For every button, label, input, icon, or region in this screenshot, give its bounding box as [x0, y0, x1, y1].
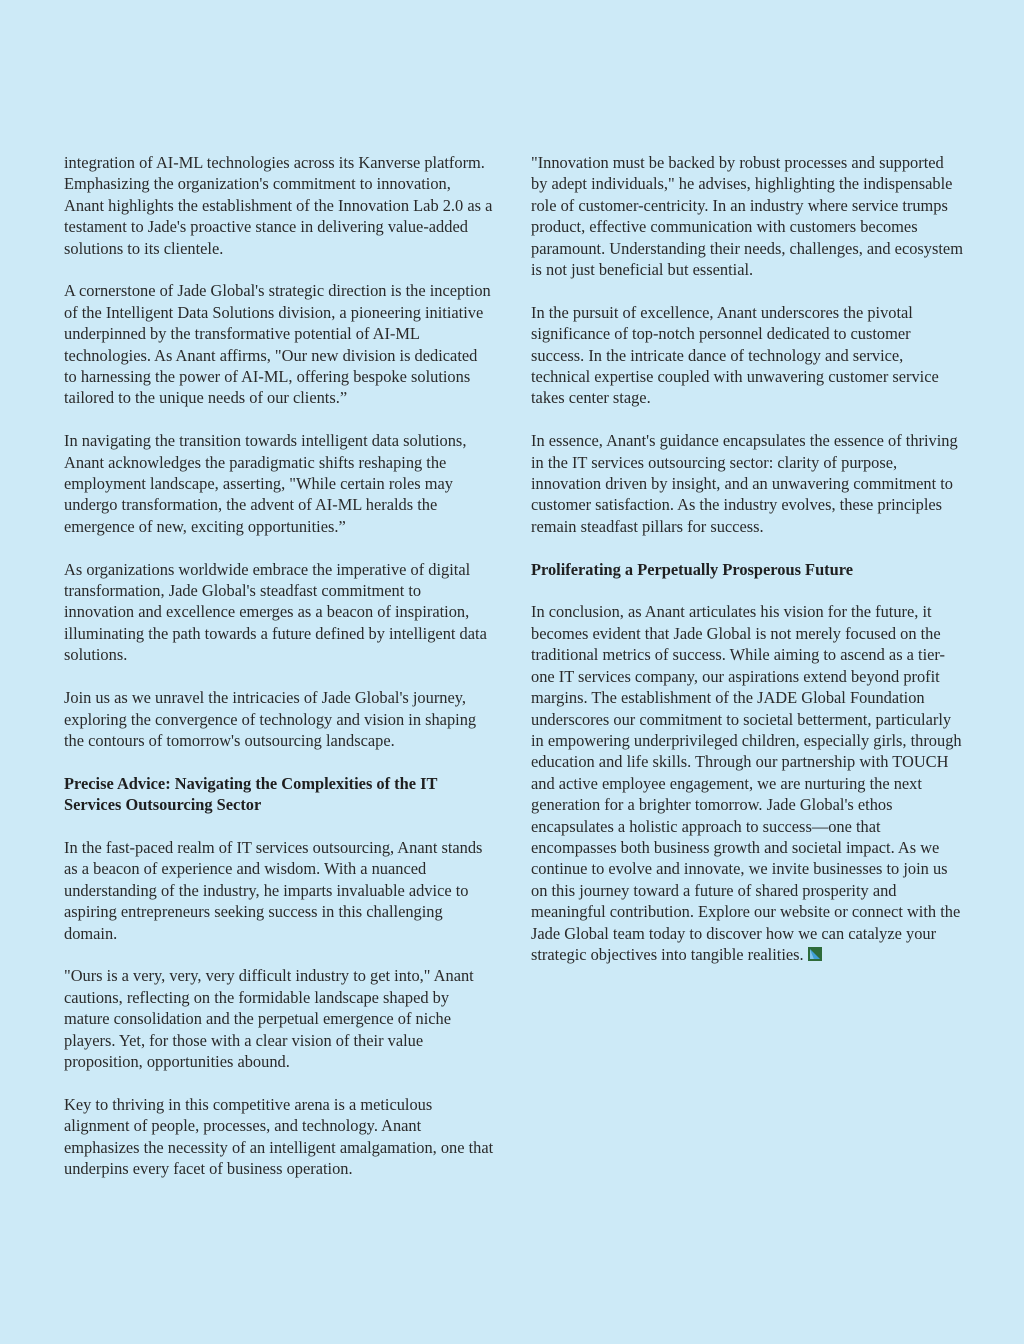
paragraph-intelligent-data-division: A cornerstone of Jade Global's strategic direction is the inception of the Intelligent Data Solutions division, a pioneering initiative underpinned by the transformative potential of AI-ML technologies. As Anant affirms, "Our new division is dedicated to harnessing the power of AI-ML, offering bespoke solutions tailored to the unique needs of our clients.”	[64, 281, 491, 408]
paragraph-conclusion-wrapper	[531, 601, 963, 965]
paragraph-join-us: Join us as we unravel the intricacies of Jade Global's journey, exploring the convergence of technology and vision in shaping the contours of tomorrow's outsourcing landscape.	[64, 688, 477, 750]
paragraph-key-to-thriving: Key to thriving in this competitive arena is a meticulous alignment of people, processes, and technology. Anant emphasizes the necessity of an intelligent amalgamation, one that underpins every facet of business operation.	[64, 1094, 494, 1178]
paragraph-transition: In navigating the transition towards intelligent data solutions, Anant acknowledges the paradigmatic shifts reshaping the employment landscape, asserting, "While certain roles may undergo transformation, the advent of AI-ML heralds the emergence of new, exciting opportunities.”	[64, 431, 467, 536]
paragraph-innovation-quote: "Innovation must be backed by robust processes and supported by adept individuals," he advises, highlighting the indispensable role of customer-centricity. In an industry where service trumps product, effective communication with customers becomes paramount. Understanding their needs, challenges, and ecosystem is not just beneficial but essential.	[531, 153, 963, 280]
paragraph-difficult-industry: "Ours is a very, very, very difficult industry to get into," Anant cautions, reflecting on the formidable landscape shaped by mature consolidation and the perpetual emergence of niche players. Yet, for those with a clear vision of their value proposition, opportunities abound.	[64, 966, 474, 1071]
paragraph-in-essence: In essence, Anant's guidance encapsulates the essence of thriving in the IT services outsourcing sector: clarity of purpose, innovation driven by insight, and an unwavering commitment to customer satisfaction. As the industry evolves, these principles remain steadfast pillars for success.	[531, 431, 958, 536]
right-column	[531, 152, 963, 987]
left-column	[64, 152, 494, 1201]
paragraph-kanverse: integration of AI-ML technologies across its Kanverse platform. Emphasizing the organization's commitment to innovation, Anant highlights the establishment of the Innovation Lab 2.0 as a testament to Jade's proactive stance in delivering value-added solutions to its clientele.	[64, 153, 493, 258]
paragraph-pursuit-of-excellence: In the pursuit of excellence, Anant underscores the pivotal significance of top-notch personnel dedicated to customer success. In the intricate dance of technology and service, technical expertise coupled with unwavering customer service takes center stage.	[531, 302, 939, 408]
jade-logo-icon	[808, 945, 822, 959]
section-heading-prosperous-future: Proliferating a Perpetually Prosperous Future	[531, 559, 854, 579]
paragraph-digital-transformation: As organizations worldwide embrace the imperative of digital transformation, Jade Global's steadfast commitment to innovation and excellence emerges as a beacon of inspiration, illuminating the path towards a future defined by intelligent data solutions.	[64, 559, 487, 665]
section-heading-precise-advice: Precise Advice: Navigating the Complexities of the IT Services Outsourcing Sector	[64, 773, 438, 815]
paragraph-conclusion: In conclusion, as Anant articulates his vision for the future, it becomes evident that Jade Global is not merely focused on the traditional metrics of success. While aiming to ascend as a tier-one IT services company, our aspirations extend beyond profit margins. The establishment of the JADE Global Foundation underscores our commitment to societal betterment, particularly in empowering underprivileged children, especially girls, through education and life skills. Through our partnership with TOUCH and active employee engagement, we are nurturing the next generation for a brighter tomorrow. Jade Global's ethos encapsulates a holistic approach to success—one that encompasses both business growth and societal impact. As we continue to evolve and innovate, we invite businesses to join us on this journey toward a future of shared prosperity and meaningful contribution. Explore our website or connect with the Jade Global team today to discover how we can catalyze your strategic objectives into tangible realities.	[531, 602, 962, 964]
paragraph-fast-paced-realm: In the fast-paced realm of IT services outsourcing, Anant stands as a beacon of experience and wisdom. With a nuanced understanding of the industry, he imparts invaluable advice to aspiring entrepreneurs seeking success in this challenging domain.	[64, 837, 483, 943]
